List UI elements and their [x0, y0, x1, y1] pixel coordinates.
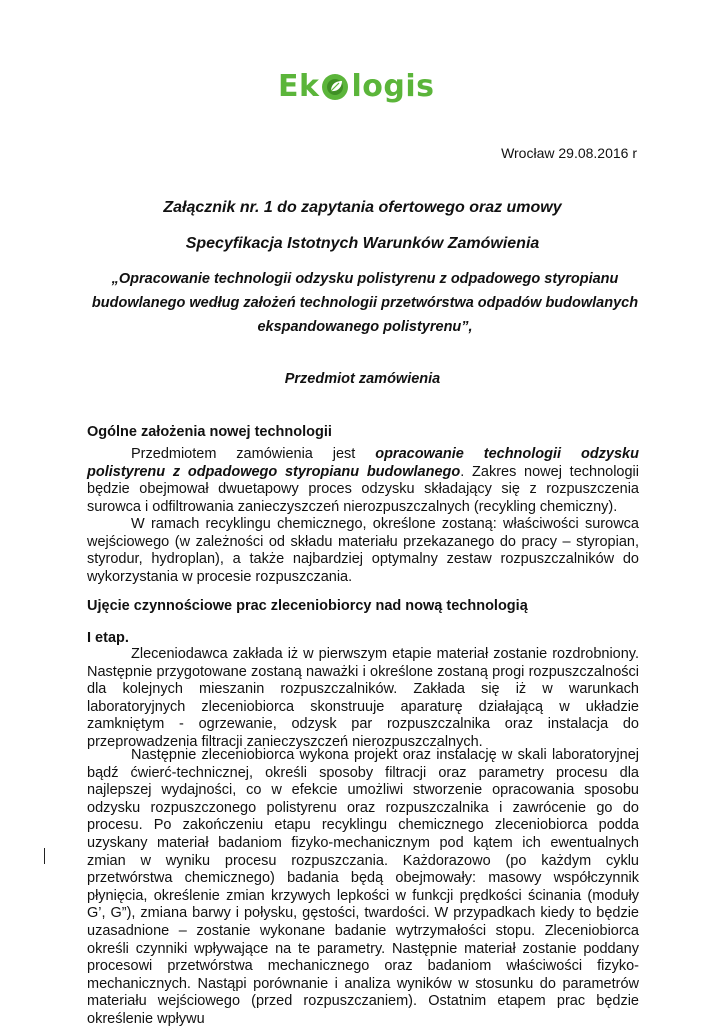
- paragraph-text: . Zakres nowej technologii będzie obejmował dwuetapowy proces odzysku składający się z rozpuszczenia surowca i odfiltrowania zanieczyszczeń nierozpuszczalnych (recykling chemiczny).: [87, 463, 639, 515]
- logo-text-left: Ek: [278, 69, 320, 104]
- project-title: „Opracowanie technologii odzysku polistyrenu z odpadowego styropianu budowlanego według założeń technologii przetwórstwa odpadów budowlanych ekspandowanego polistyrenu”,: [91, 271, 639, 335]
- emphasis-text: opracowanie technologii odzysku polistyrenu z odpadowego styropianu budowlanego: [87, 446, 639, 480]
- text-cursor-marker: [44, 848, 45, 864]
- paragraph-text: Przedmiotem zamówienia jest: [131, 446, 376, 462]
- stage-one-paragraph-1: Zleceniodawca zakłada iż w pierwszym etapie materiał zostanie rozdrobniony. Następnie przygotowane zostaną naważki i określone zostaną progi rozpuszczalności dla kolejnych mieszanin rozpuszczalników. Zakłada się iż w warunkach laboratoryjnych zleceniobiorca skonstruuje aparaturę działającą w układzie zamkniętym - ogrzewanie, odzysk par rozpuszczalnika oraz instalacja do przeprowadzenia filtracji zanieczyszczeń nierozpuszczalnych.: [87, 646, 639, 750]
- general-assumptions-paragraph-2: W ramach recyklingu chemicznego, określone zostaną: właściwości surowca wejściowego (w zależności od składu materiału przekazanego do pracy – styropian, styrodur, hydroplan), a także najbardziej optymalny zestaw rozpuszczalników do wykorzystania w procesie rozpuszczania.: [87, 516, 639, 585]
- document-date: Wrocław 29.08.2016 r: [501, 145, 637, 161]
- attachment-title: Załącznik nr. 1 do zapytania ofertowego oraz umowy: [163, 199, 562, 216]
- logo-globe-icon: [320, 72, 350, 102]
- logo-text-right: logis: [351, 69, 435, 104]
- stage-one-paragraph-2: Następnie zleceniobiorca wykona projekt oraz instalację w skali laboratoryjnej bądź ćwierć-technicznej, określi sposoby filtracji oraz parametry procesu dla najlepszej wydajności, co w efekcie umożliwi stworzenie opracowania sposobu odzysku rozpuszczonego polistyrenu oraz rozpuszczalnika i zawrócenie go do procesu. Po zakończeniu etapu recyklingu chemicznego zleceniobiorca podda uzyskany materiał badaniom fizyko-mechanicznym pod kątem ich ewentualnych zmian w wyniku procesu rozpuszczania. Każdorazowo (po każdym cyklu przetwórstwa chemicznego) badania będą obejmowały: masowy współczynnik płynięcia, określenie zmian krzywych lepkości w funkcji prędkości ścinania (moduły G’, G”), zmiana barwy i połysku, gęstości, twardości. W przypadkach kiedy to będzie uzasadnione – zostanie wykonane badanie wytrzymałości stopu. Zleceniobiorca określi czynniki wpływające na te parametry. Następnie materiał zostanie poddany procesowi przetwórstwa mechanicznego oraz badaniom właściwości fizyko-mechanicznych. Nastąpi porównanie i analiza wyników w stosunku do parametrów materiału wejściowego (przed rozpuszczaniem). Ostatnim etapem prac będzie określenie wpływu: [87, 747, 639, 1027]
- section-general-assumptions-heading: Ogólne założenia nowej technologii: [87, 424, 332, 440]
- ekologis-logo: [278, 63, 448, 111]
- stage-one-heading: I etap.: [87, 630, 129, 646]
- general-assumptions-paragraph-1: [87, 446, 639, 516]
- subject-heading: Przedmiot zamówienia: [284, 371, 441, 387]
- section-work-scope-heading: Ujęcie czynnościowe prac zleceniobiorcy nad nową technologią: [87, 598, 528, 614]
- specification-title: Specyfikacja Istotnych Warunków Zamówienia: [185, 235, 540, 252]
